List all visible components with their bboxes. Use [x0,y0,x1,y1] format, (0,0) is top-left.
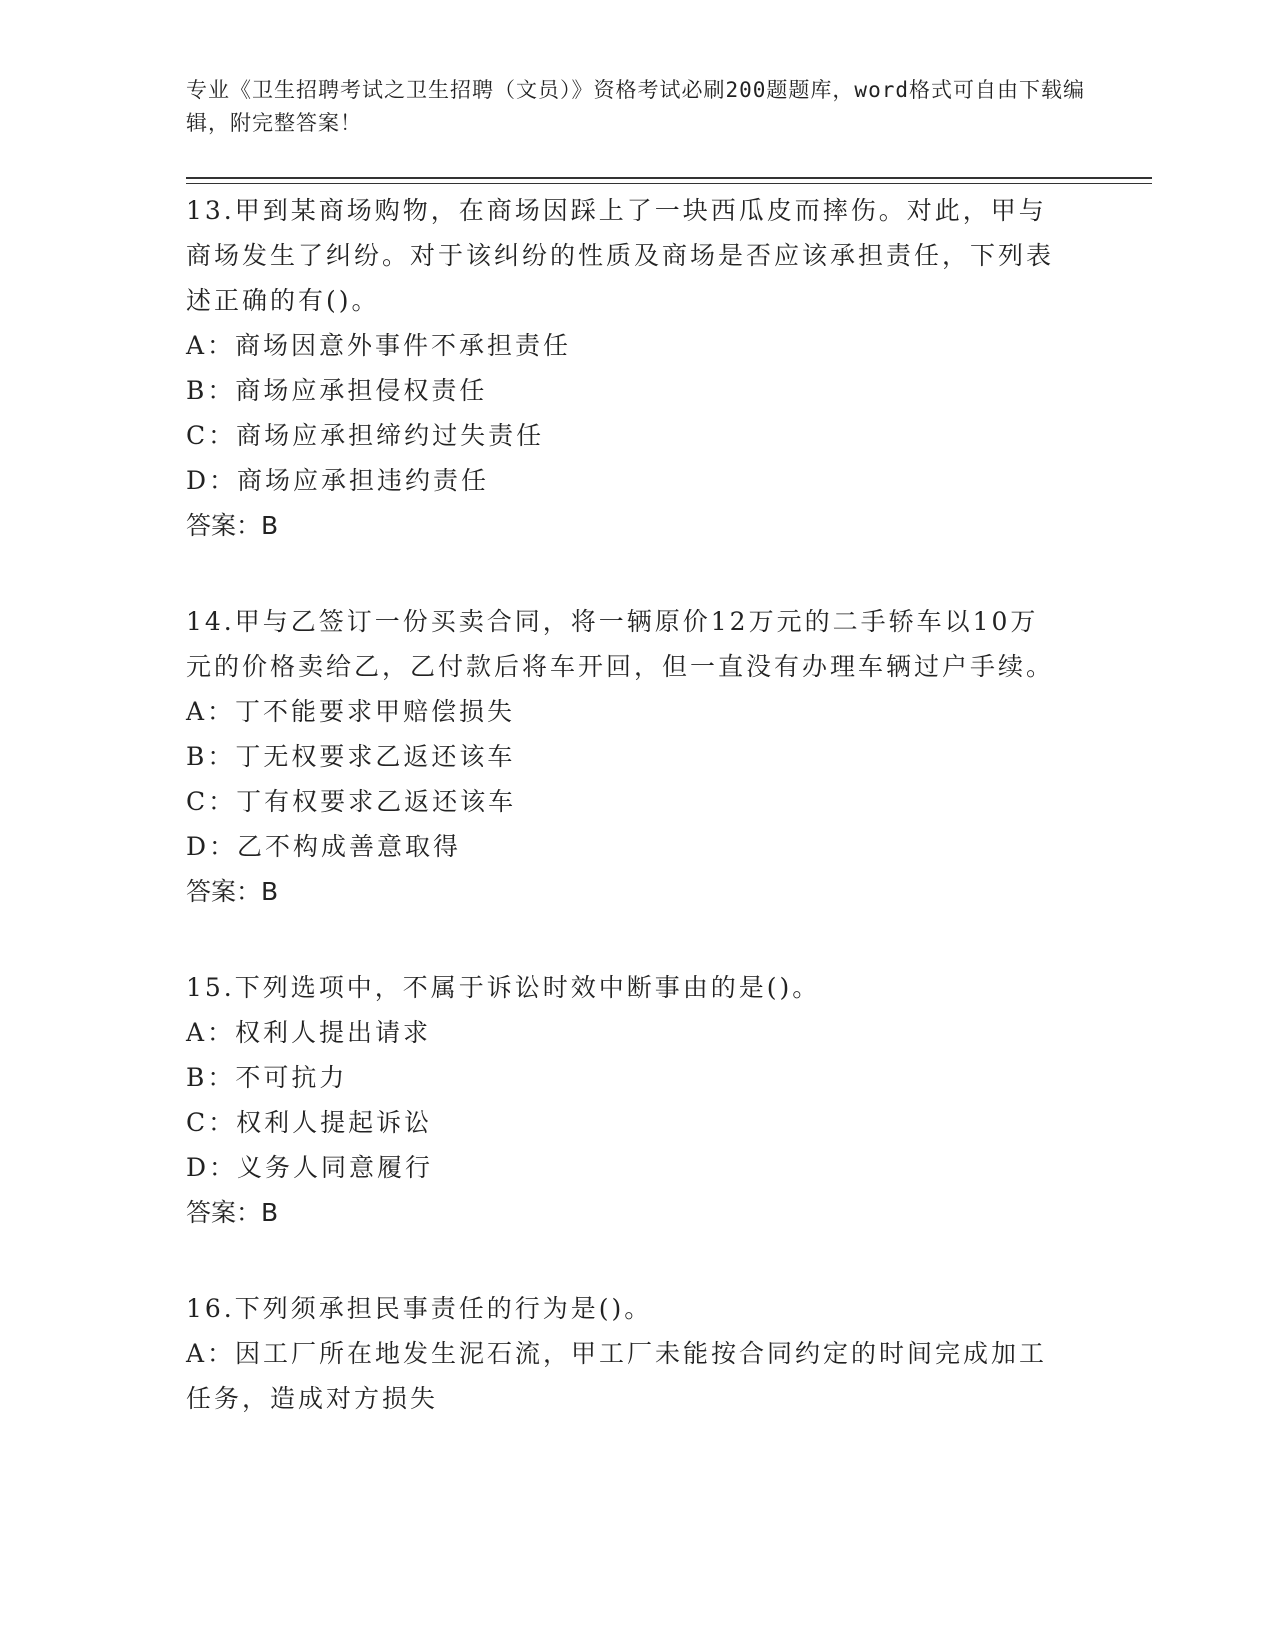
option-c: C：丁有权要求乙返还该车 [186,787,517,816]
question-block [186,188,1066,549]
question-stem: 15.下列选项中，不属于诉讼时效中断事由的是()。 [186,973,821,1002]
option-a: A：商场因意外事件不承担责任 [186,331,572,360]
header-divider-thick [186,177,1152,179]
question-block [186,1286,1066,1421]
question-stem: 16.下列须承担民事责任的行为是()。 [186,1294,653,1323]
header-divider-thin [186,183,1152,184]
answer-line: 答案：B [186,877,279,906]
question-block [186,965,1066,1236]
answer-line: 答案：B [186,1198,279,1227]
question-stem: 14.甲与乙签订一份买卖合同，将一辆原价12万元的二手轿车以10万元的价格卖给乙，乙付款后将车开回，但一直没有办理车辆过户手续。 [186,607,1055,681]
option-d: D：义务人同意履行 [186,1153,434,1182]
option-a: A：因工厂所在地发生泥石流，甲工厂未能按合同约定的时间完成加工任务，造成对方损失 [186,1339,1048,1413]
option-d: D：乙不构成善意取得 [186,832,462,861]
question-block [186,599,1066,915]
question-list [186,188,1066,1471]
option-b: B：丁无权要求乙返还该车 [186,742,516,771]
option-c: C：商场应承担缔约过失责任 [186,421,545,450]
option-c: C：权利人提起诉讼 [186,1108,433,1137]
option-b: B：不可抗力 [186,1063,348,1092]
option-a: A：丁不能要求甲赔偿损失 [186,697,516,726]
question-stem: 13.甲到某商场购物，在商场因踩上了一块西瓜皮而摔伤。对此，甲与商场发生了纠纷。对于该纠纷的性质及商场是否应该承担责任，下列表述正确的有()。 [186,196,1055,315]
document-header: 专业《卫生招聘考试之卫生招聘（文员）》资格考试必刷200题题库，word格式可自由下载编辑，附完整答案！ [186,78,1085,135]
option-a: A：权利人提出请求 [186,1018,432,1047]
option-b: B：商场应承担侵权责任 [186,376,488,405]
option-d: D：商场应承担违约责任 [186,466,490,495]
answer-line: 答案：B [186,511,279,540]
